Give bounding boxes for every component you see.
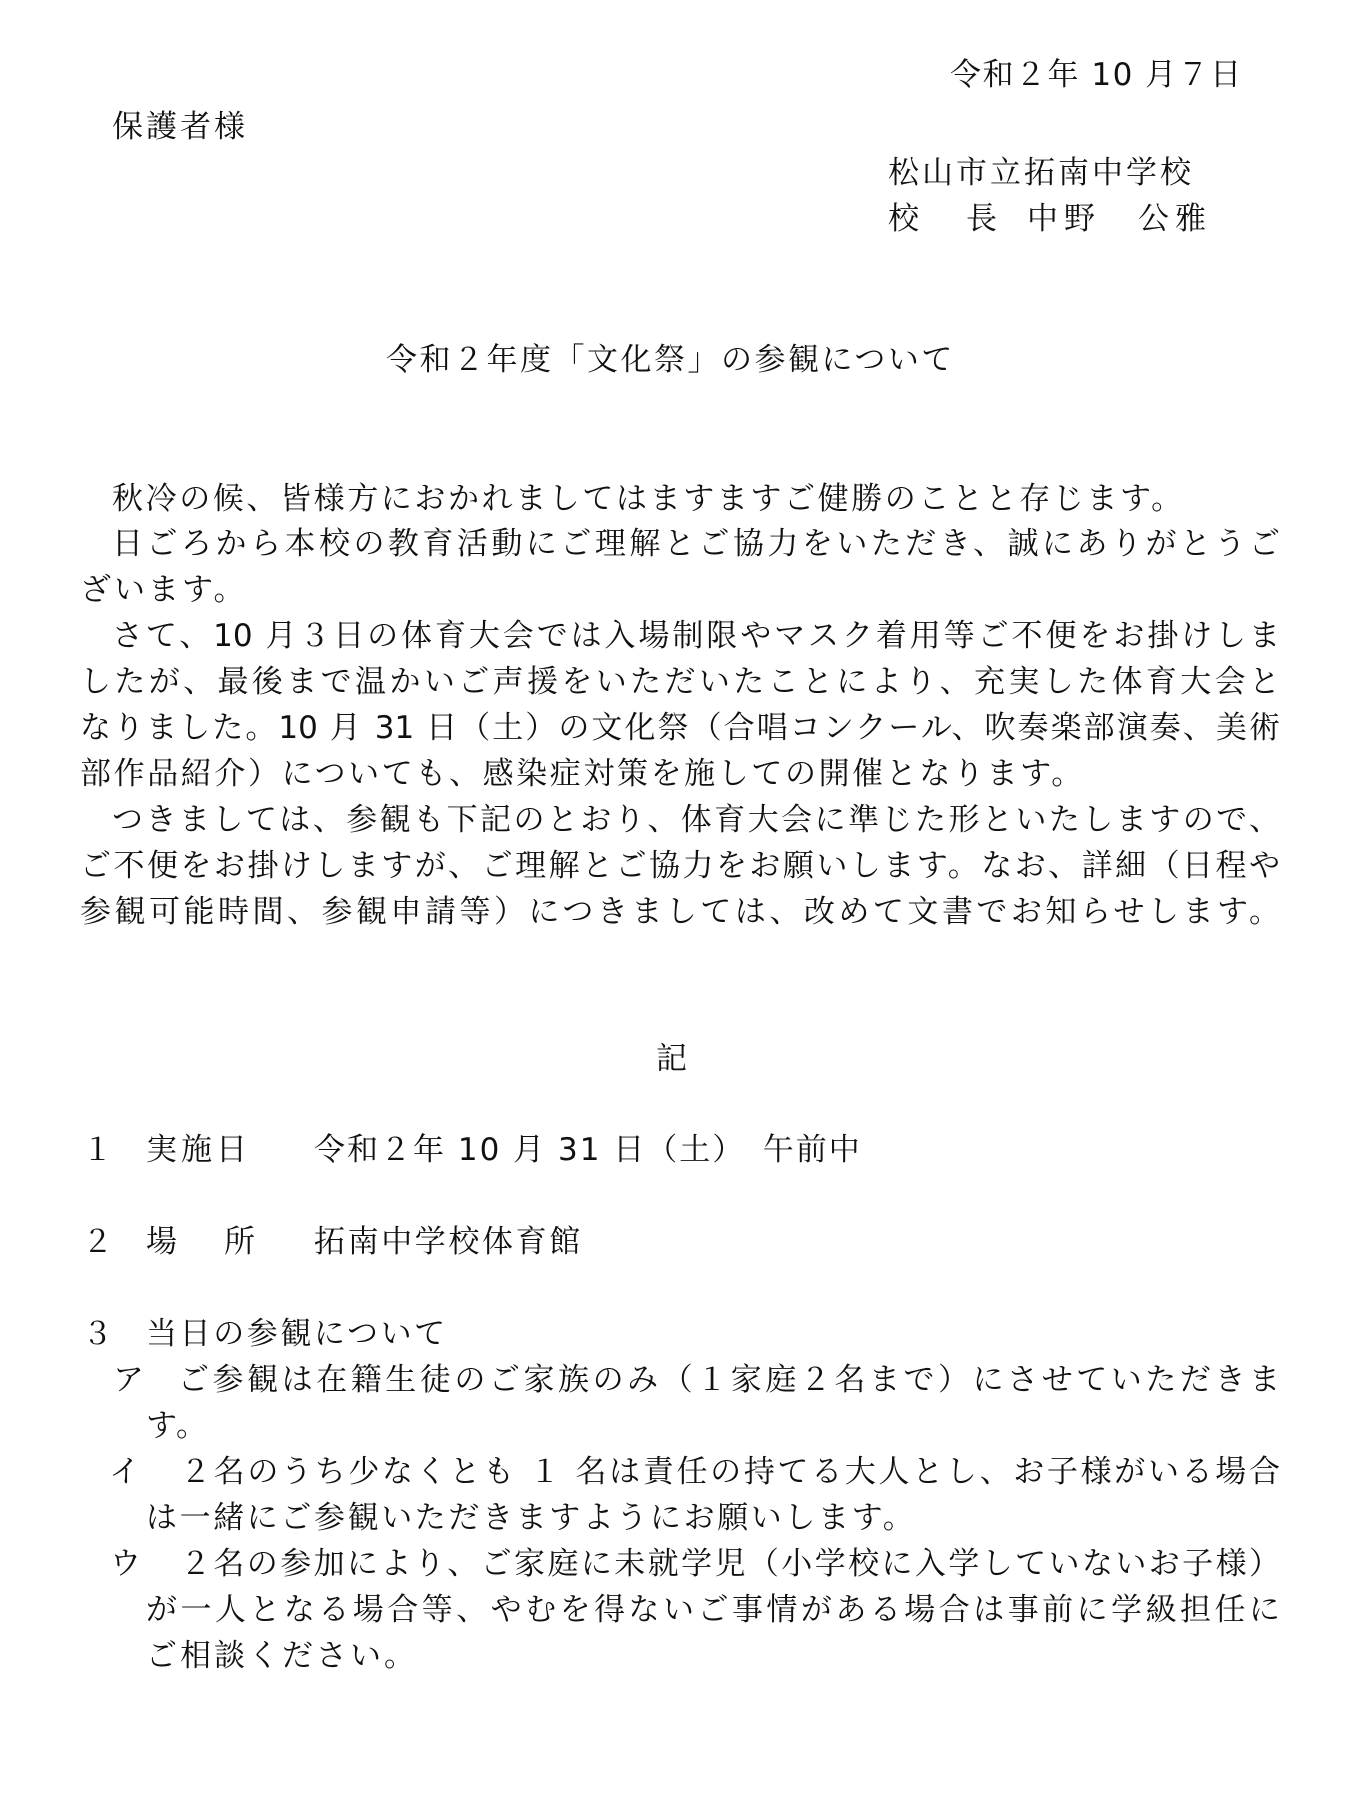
subitem-u-mark: ウ bbox=[110, 1546, 143, 1582]
body-paragraph-1: 秋冷の候、皆様方におかれましてはますますご健勝のことと存じます。 bbox=[112, 481, 1185, 517]
body-paragraph-4-line-2: ご不便をお掛けしますが、ご理解とご協力をお願いします。なお、詳細（日程や bbox=[80, 848, 1280, 884]
subitem-a-mark: ア bbox=[113, 1362, 146, 1398]
body-paragraph-3-line-3: なりました。10 月 31 日（土）の文化祭（合唱コンクール、吹奏楽部演奏、美術 bbox=[80, 710, 1280, 746]
subitem-i-mark: イ bbox=[109, 1454, 142, 1490]
body-paragraph-4-line-1: つきましては、参観も下記のとおり、体育大会に準じた形といたしますので、 bbox=[112, 802, 1280, 838]
body-paragraph-3-line-1: さて、10 月３日の体育大会では入場制限やマスク着用等ご不便をお掛けしま bbox=[112, 618, 1280, 654]
item-1-number: １ bbox=[82, 1132, 115, 1168]
item-2-label: 場 所 bbox=[146, 1224, 263, 1260]
subitem-u-line-2: が一人となる場合等、やむを得ないご事情がある場合は事前に学級担任に bbox=[146, 1592, 1280, 1628]
body-paragraph-2-line-1: 日ごろから本校の教育活動にご理解とご協力をいただき、誠にありがとうご bbox=[112, 526, 1280, 562]
principal-line bbox=[888, 201, 1212, 237]
document-title: 令和２年度「文化祭」の参観について bbox=[386, 342, 955, 378]
subitem-u-line-3: ご相談ください。 bbox=[146, 1638, 418, 1674]
subitem-a-line-2: す。 bbox=[146, 1408, 209, 1444]
body-paragraph-3-line-2: したが、最後まで温かいご声援をいただいたことにより、充実した体育大会と bbox=[80, 664, 1280, 700]
recipient: 保護者様 bbox=[112, 109, 248, 145]
principal-name: 中野 公雅 bbox=[1027, 201, 1212, 237]
item-1-label: 実施日 bbox=[146, 1132, 251, 1168]
subitem-i-line-2: は一緒にご参観いただきますようにお願いします。 bbox=[146, 1500, 917, 1536]
subitem-a-line-1: ご参観は在籍生徒のご家族のみ（１家庭２名まで）にさせていただきま bbox=[178, 1362, 1280, 1398]
item-2-number: ２ bbox=[82, 1224, 115, 1260]
body-paragraph-3-line-4: 部作品紹介）についても、感染症対策を施しての開催となります。 bbox=[80, 756, 1085, 792]
school-name: 松山市立拓南中学校 bbox=[888, 155, 1194, 191]
subitem-i-line-1: ２名のうち少なくとも １ 名は責任の持てる大人とし、お子様がいる場合 bbox=[180, 1454, 1280, 1490]
subitem-u-line-1: ２名の参加により、ご家庭に未就学児（小学校に入学していないお子様） bbox=[180, 1546, 1280, 1582]
item-2-value: 拓南中学校体育館 bbox=[314, 1224, 583, 1260]
document-date: 令和２年 10 月７日 bbox=[950, 57, 1243, 93]
body-paragraph-2-line-2: ざいます。 bbox=[80, 572, 248, 608]
item-3-label: 当日の参観について bbox=[146, 1316, 448, 1352]
body-paragraph-4-line-3: 参観可能時間、参観申請等）につきましては、改めて文書でお知らせします。 bbox=[80, 894, 1280, 930]
principal-title: 校 長 bbox=[888, 201, 1005, 237]
item-1-value: 令和２年 10 月 31 日（土） 午前中 bbox=[314, 1132, 862, 1168]
item-3-number: ３ bbox=[82, 1316, 115, 1352]
record-heading: 記 bbox=[656, 1041, 689, 1077]
